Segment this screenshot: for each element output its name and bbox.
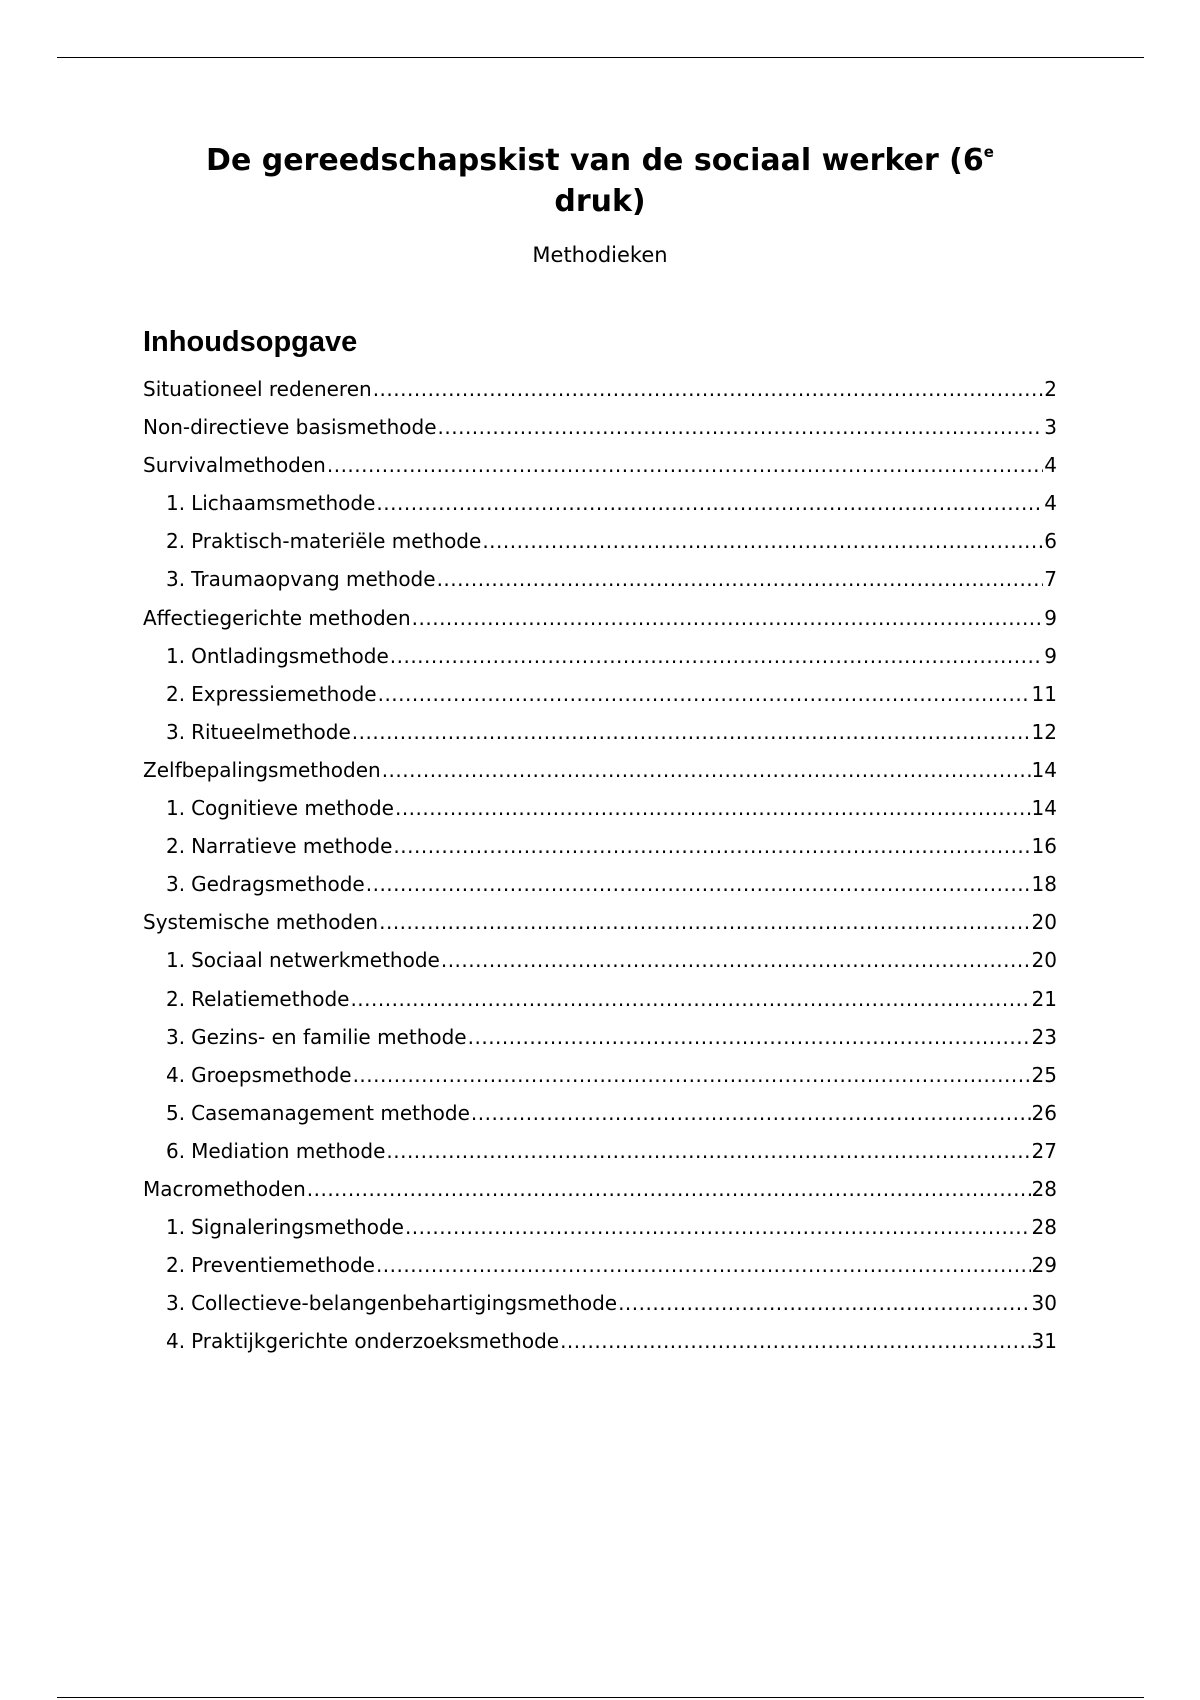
toc-entry-page-number: 23: [1031, 1024, 1057, 1049]
toc-entry-page-number: 9: [1044, 643, 1057, 668]
toc-entry-page-number: 25: [1031, 1062, 1057, 1087]
toc-entry[interactable]: [143, 789, 1057, 827]
toc-entry-page-number: 21: [1031, 986, 1057, 1011]
toc-dot-leader: [366, 865, 1031, 903]
toc-entry[interactable]: [143, 941, 1057, 979]
toc-entry[interactable]: [143, 522, 1057, 560]
toc-entry-page-number: 30: [1031, 1291, 1057, 1316]
toc-entry[interactable]: [143, 446, 1057, 484]
toc-entry[interactable]: [143, 1132, 1057, 1170]
toc-entry[interactable]: [143, 1170, 1057, 1208]
toc-entry[interactable]: [143, 1208, 1057, 1246]
toc-entry[interactable]: [143, 599, 1057, 637]
toc-entry-label: Signaleringsmethode: [191, 1215, 404, 1240]
toc-dot-leader: [395, 789, 1031, 827]
toc-entry[interactable]: [143, 370, 1057, 408]
toc-entry-page-number: 29: [1031, 1253, 1057, 1278]
toc-entry-label: Groepsmethode: [191, 1062, 352, 1087]
toc-entry-number: 2.: [166, 681, 186, 706]
toc-entry-number: 3.: [166, 719, 186, 744]
toc-entry-page-number: 16: [1031, 834, 1057, 859]
toc-entry-label: Traumaopvang methode: [191, 567, 436, 592]
toc-entry[interactable]: [143, 1094, 1057, 1132]
toc-dot-leader: [386, 1132, 1030, 1170]
toc-entry-page-number: 6: [1044, 529, 1057, 554]
toc-dot-leader: [373, 370, 1044, 408]
toc-entry-label: Praktisch-materiële methode: [191, 529, 482, 554]
table-of-contents: [143, 370, 1057, 1360]
footer-rule: [57, 1697, 1144, 1698]
toc-entry-label: Situationeel redeneren: [143, 377, 372, 401]
toc-entry-page-number: 28: [1031, 1215, 1057, 1240]
toc-entry-page-number: 11: [1031, 681, 1057, 706]
toc-entry[interactable]: [143, 751, 1057, 789]
toc-entry-page-number: 2: [1044, 377, 1057, 401]
toc-entry-page-number: 12: [1031, 719, 1057, 744]
toc-entry-page-number: 20: [1031, 948, 1057, 973]
toc-dot-leader: [471, 1094, 1031, 1132]
toc-entry-number: 6.: [166, 1138, 186, 1163]
toc-entry-label: Non-directieve basismethode: [143, 415, 437, 440]
toc-entry-label: Relatiemethode: [191, 986, 350, 1011]
toc-entry[interactable]: [143, 637, 1057, 675]
toc-entry-label: Zelfbepalingsmethoden: [143, 757, 381, 782]
toc-dot-leader: [353, 1056, 1031, 1094]
toc-entry-page-number: 20: [1031, 910, 1057, 935]
toc-entry-label: Gezins- en familie methode: [191, 1024, 467, 1049]
toc-entry[interactable]: [143, 1284, 1057, 1322]
toc-entry-label: Lichaamsmethode: [191, 491, 376, 516]
toc-dot-leader: [412, 599, 1044, 637]
toc-entry-page-number: 14: [1031, 796, 1057, 821]
toc-dot-leader: [376, 1246, 1031, 1284]
toc-entry[interactable]: [143, 903, 1057, 941]
toc-entry-label: Gedragsmethode: [191, 872, 365, 897]
toc-dot-leader: [379, 903, 1030, 941]
toc-entry-label: Expressiemethode: [191, 681, 377, 706]
toc-entry-label: Ritueelmethode: [191, 719, 351, 744]
toc-dot-leader: [378, 675, 1031, 713]
toc-entry-number: 5.: [166, 1100, 186, 1125]
toc-entry-number: 1.: [166, 796, 186, 821]
toc-entry-page-number: 3: [1044, 415, 1057, 440]
toc-entry[interactable]: [143, 484, 1057, 522]
toc-dot-leader: [376, 484, 1043, 522]
toc-entry-label: Mediation methode: [191, 1138, 386, 1163]
toc-entry[interactable]: [143, 1246, 1057, 1284]
toc-entry-label: Praktijkgerichte onderzoeksmethode: [191, 1329, 560, 1354]
toc-entry-number: 1.: [166, 643, 186, 668]
toc-dot-leader: [307, 1170, 1031, 1208]
toc-entry-number: 2.: [166, 986, 186, 1011]
toc-entry-label: Narratieve methode: [191, 834, 393, 859]
toc-dot-leader: [437, 560, 1044, 598]
document-subtitle: Methodieken: [532, 243, 668, 267]
document-title: [150, 140, 1050, 222]
toc-entry[interactable]: [143, 560, 1057, 598]
toc-entry-page-number: 27: [1031, 1138, 1057, 1163]
toc-entry-page-number: 14: [1031, 757, 1057, 782]
toc-entry-page-number: 7: [1044, 567, 1057, 592]
toc-entry[interactable]: [143, 827, 1057, 865]
toc-entry-label: Casemanagement methode: [191, 1100, 470, 1125]
toc-entry-number: 3.: [166, 872, 186, 897]
toc-dot-leader: [352, 713, 1031, 751]
toc-entry[interactable]: [143, 675, 1057, 713]
toc-entry-label: Systemische methoden: [143, 910, 379, 935]
toc-entry-page-number: 9: [1044, 605, 1057, 630]
toc-dot-leader: [390, 637, 1044, 675]
toc-entry-label: Macromethoden: [143, 1176, 306, 1201]
title-main: De gereedschapskist van de sociaal werker (6: [206, 143, 984, 178]
toc-dot-leader: [618, 1284, 1030, 1322]
toc-dot-leader: [438, 408, 1044, 446]
toc-entry-label: Survivalmethoden: [143, 453, 326, 478]
toc-entry[interactable]: [143, 980, 1057, 1018]
toc-entry[interactable]: [143, 865, 1057, 903]
toc-entry-page-number: 26: [1031, 1100, 1057, 1125]
toc-dot-leader: [327, 446, 1043, 484]
toc-entry-number: 2.: [166, 529, 186, 554]
toc-entry-number: 2.: [166, 1253, 186, 1278]
toc-entry-number: 1.: [166, 1215, 186, 1240]
toc-dot-leader: [441, 941, 1031, 979]
toc-entry-label: Preventiemethode: [191, 1253, 375, 1278]
toc-dot-leader: [382, 751, 1031, 789]
toc-entry-label: Collectieve-belangenbehartigingsmethode: [191, 1291, 618, 1316]
toc-dot-leader: [405, 1208, 1031, 1246]
toc-entry-number: 3.: [166, 1024, 186, 1049]
title-superscript: e: [983, 143, 994, 161]
toc-entry[interactable]: [143, 713, 1057, 751]
toc-entry-number: 3.: [166, 567, 186, 592]
toc-entry-number: 4.: [166, 1329, 186, 1354]
toc-entry-page-number: 31: [1031, 1329, 1057, 1354]
toc-dot-leader: [393, 827, 1030, 865]
toc-heading: Inhoudsopgave: [143, 326, 358, 358]
toc-entry-number: 2.: [166, 834, 186, 859]
title-end: druk): [554, 184, 646, 219]
toc-entry-page-number: 4: [1044, 453, 1057, 478]
toc-entry-label: Ontladingsmethode: [191, 643, 389, 668]
toc-entry-page-number: 28: [1031, 1176, 1057, 1201]
toc-entry-number: 4.: [166, 1062, 186, 1087]
toc-entry[interactable]: [143, 1322, 1057, 1360]
toc-entry-number: 1.: [166, 948, 186, 973]
toc-entry-number: 1.: [166, 491, 186, 516]
toc-dot-leader: [350, 980, 1030, 1018]
toc-entry-page-number: 18: [1031, 872, 1057, 897]
toc-dot-leader: [482, 522, 1043, 560]
toc-entry-label: Affectiegerichte methoden: [143, 605, 411, 630]
toc-entry-label: Cognitieve methode: [191, 796, 394, 821]
toc-entry-page-number: 4: [1044, 491, 1057, 516]
toc-entry[interactable]: [143, 1018, 1057, 1056]
toc-dot-leader: [468, 1018, 1031, 1056]
header-rule: [57, 57, 1144, 58]
toc-entry-number: 3.: [166, 1291, 186, 1316]
toc-dot-leader: [560, 1322, 1030, 1360]
toc-entry[interactable]: [143, 408, 1057, 446]
toc-entry[interactable]: [143, 1056, 1057, 1094]
toc-entry-label: Sociaal netwerkmethode: [191, 948, 440, 973]
